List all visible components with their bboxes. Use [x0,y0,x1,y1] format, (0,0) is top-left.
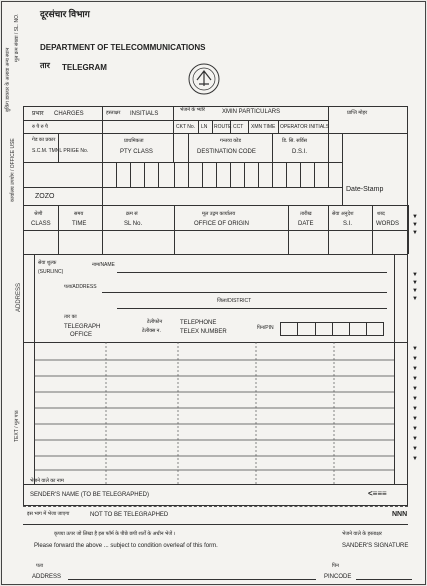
si-hindi: सेवा अनुदेश [332,211,354,217]
pincode-line[interactable] [356,579,412,580]
not-telegraphed-hindi: इस भाग में भेजा जाएगा [27,511,70,517]
telex-label: TELEX NUMBER [180,329,227,335]
xmin-cell-4: CCT [233,124,244,130]
dsi-label: D.S.I. [292,149,308,155]
telex-hindi: टेलीक्स न. [142,328,161,334]
telegraph-office-label: TELEGRAPH [64,324,101,330]
telegram-form [1,1,426,585]
district-label: जिला/DISTRICT [217,298,252,304]
signature-hindi: भेजने वाले के हस्ताक्षर [342,531,382,537]
telephone-hindi: टेलीफोन [147,319,163,325]
xmin-cell-5: XMN TIME [251,124,276,130]
sl-hindi: क्रम सं [126,211,138,217]
telegram-hindi: तार [40,61,50,70]
priority-label: PTY CLASS [120,149,153,155]
initials-hindi: हस्ताक्षर [106,110,121,116]
origin-label: OFFICE OF ORIGIN [194,221,249,227]
time-hindi: समय [74,211,84,217]
pincode-hindi: पिन [332,563,339,569]
office-label: OFFICE [70,332,92,338]
zozo-label: ZOZO [35,193,55,200]
side-note-left-top: बुकिंग डाकघर के अलावा अन्य स्थान [5,47,11,112]
dept-hindi: दूरसंचार विभाग [40,9,90,19]
telegraph-office-hindi: तार का [64,314,77,320]
nnn-label: NNN [392,511,408,518]
forward-text: Please forward the above ... subject to condition overleaf of this form. [34,543,218,549]
footer-address-line[interactable] [68,579,316,580]
pincode-label: PINCODE [324,574,352,580]
dsi-hindi: डि. सि. सर्विस [282,138,308,144]
name-label: नाम/NAME [92,262,115,268]
side-note-serial: मूल क्रम संख्या / SL. NO. [14,13,20,62]
class-label: CLASS [31,221,51,227]
si-label: S.I. [343,221,353,227]
words-hindi: शब्द [377,211,385,217]
class-hindi: श्रेणी [34,211,43,217]
side-note-office-use: कार्यालय उपयोग / OFFICE USE [10,138,16,202]
destination-hindi: गन्तव्य कोड [220,138,242,144]
signature-label: SANDER'S SIGNATURE [342,543,409,549]
charges-label: CHARGES [54,111,84,117]
not-telegraphed-label: NOT TO BE TELEGRAPHED [90,512,169,518]
origin-hindi: मूल उद्गम कार्यालय [202,211,236,217]
xmin-cell-1: CKT No. [176,124,196,130]
xmin-cell-2: LN [201,124,208,130]
address-hindi: सेवा शुल्क [38,260,57,266]
date-stamp-label: Date-Stamp [346,186,384,193]
charges-hindi: प्रभार [32,111,44,117]
xmin-hindi: भेजने के भ्योरे [180,107,205,113]
destination-label: DESTINATION CODE [197,149,256,155]
dept-english: DEPARTMENT OF TELECOMMUNICATIONS [40,43,206,52]
footer-address-label: ADDRESS [32,574,62,580]
surlinc-label: (SURLINC) [38,269,64,275]
initials-label: INSITIALS [130,111,159,117]
rupee-paise: रु पै रु पै [32,124,48,130]
footer-address-hindi: पता [36,563,43,569]
pin-label: पिन/PIN [257,325,274,331]
message-text-grid[interactable] [34,342,394,484]
sender-hindi: भेजने वाले का नाम [30,478,64,484]
sender-label: SENDER'S NAME (TO BE TELEGRAPHED) [30,492,149,498]
scm-labels: S.C.M. TMNL PRIGE No. [32,148,89,154]
forward-hindi: कृपया ऊपर जो लिखा है इस फॉर्म के पीछे छपी शर्तों के अधीन भेजें । [54,531,176,537]
xmin-cell-3: ROUTE [214,124,232,130]
sl-label: SL No. [124,221,143,227]
date-label: DATE [298,221,314,227]
address-field-label: पता/ADDRESS [64,284,97,290]
date-hindi: तारीख [300,211,312,217]
time-label: TIME [72,221,87,227]
right-margin-chevrons: ▼ ▼ ▼ ▼ ▼ ▼ ▼ ▼ ▼ ▼ ▼ ▼ ▼ ▼ ▼ ▼ ▼ ▼ ▼ [412,214,418,462]
dot-emblem-icon [187,62,221,96]
sender-arrows: <≡≡≡ [368,489,387,498]
priority-hindi: प्राथमिकता [124,138,144,144]
address-side-label: ADDRESS [16,282,22,312]
service-hindi: गेड का प्रकार [32,137,56,143]
words-label: WORDS [376,221,399,227]
xmin-label: XMIN PARTICULARS [222,109,281,115]
telephone-label: TELEPHONE [180,320,217,326]
receipt-stamp-hindi: प्राप्ति मोहर [347,110,368,116]
text-side-label: TEXT / मूल पाठ [14,410,20,442]
xmin-cell-6: OPERATOR INITIALS [280,124,330,130]
telegram-english: TELEGRAM [62,63,107,72]
